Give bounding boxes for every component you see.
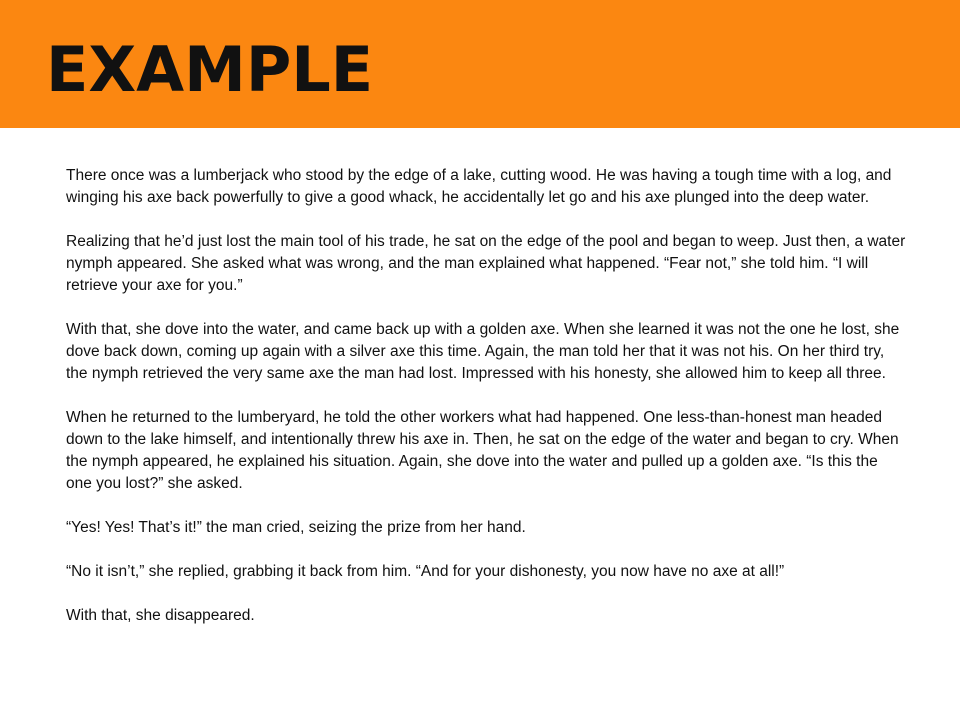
story-paragraph-3: With that, she dove into the water, and came back up with a golden axe. When she learned it was not the one he lost, she dove back down, coming up again with a silver axe this time. Again, the man told her that it was not his. On her third try, the nymph retrieved the very same axe the man had lost. Impressed with his honesty, she allowed him to keep all three. — [66, 321, 900, 382]
story-paragraph-4: When he returned to the lumberyard, he told the other workers what had happened. One less-than-honest man headed down to the lake himself, and intentionally threw his axe in. Then, he sat on the edge of the water and began to cry. When the nymph appeared, he explained his situation. Again, she dove into the water and pulled up a golden axe. “Is this the one you lost?” she asked. — [66, 409, 899, 492]
story-paragraph-2: Realizing that he’d just lost the main tool of his trade, he sat on the edge of the pool and began to weep. Just then, a water nymph appeared. She asked what was wrong, and the man explained what happened. “Fear not,” she told him. “I will retrieve your axe for you.” — [66, 233, 906, 294]
story-paragraph-7: With that, she disappeared. — [66, 607, 255, 624]
story-body — [66, 165, 906, 627]
story-paragraph-1: There once was a lumberjack who stood by the edge of a lake, cutting wood. He was having a tough time with a log, and winging his axe back powerfully to give a good whack, he accidentally let go and his axe plunged into the deep water. — [66, 167, 892, 206]
story-paragraph-5: “Yes! Yes! That’s it!” the man cried, seizing the prize from her hand. — [66, 519, 526, 536]
story-paragraph-6: “No it isn’t,” she replied, grabbing it back from him. “And for your dishonesty, you now have no axe at all!” — [66, 563, 785, 580]
slide-title: EXAMPLE — [46, 33, 374, 106]
